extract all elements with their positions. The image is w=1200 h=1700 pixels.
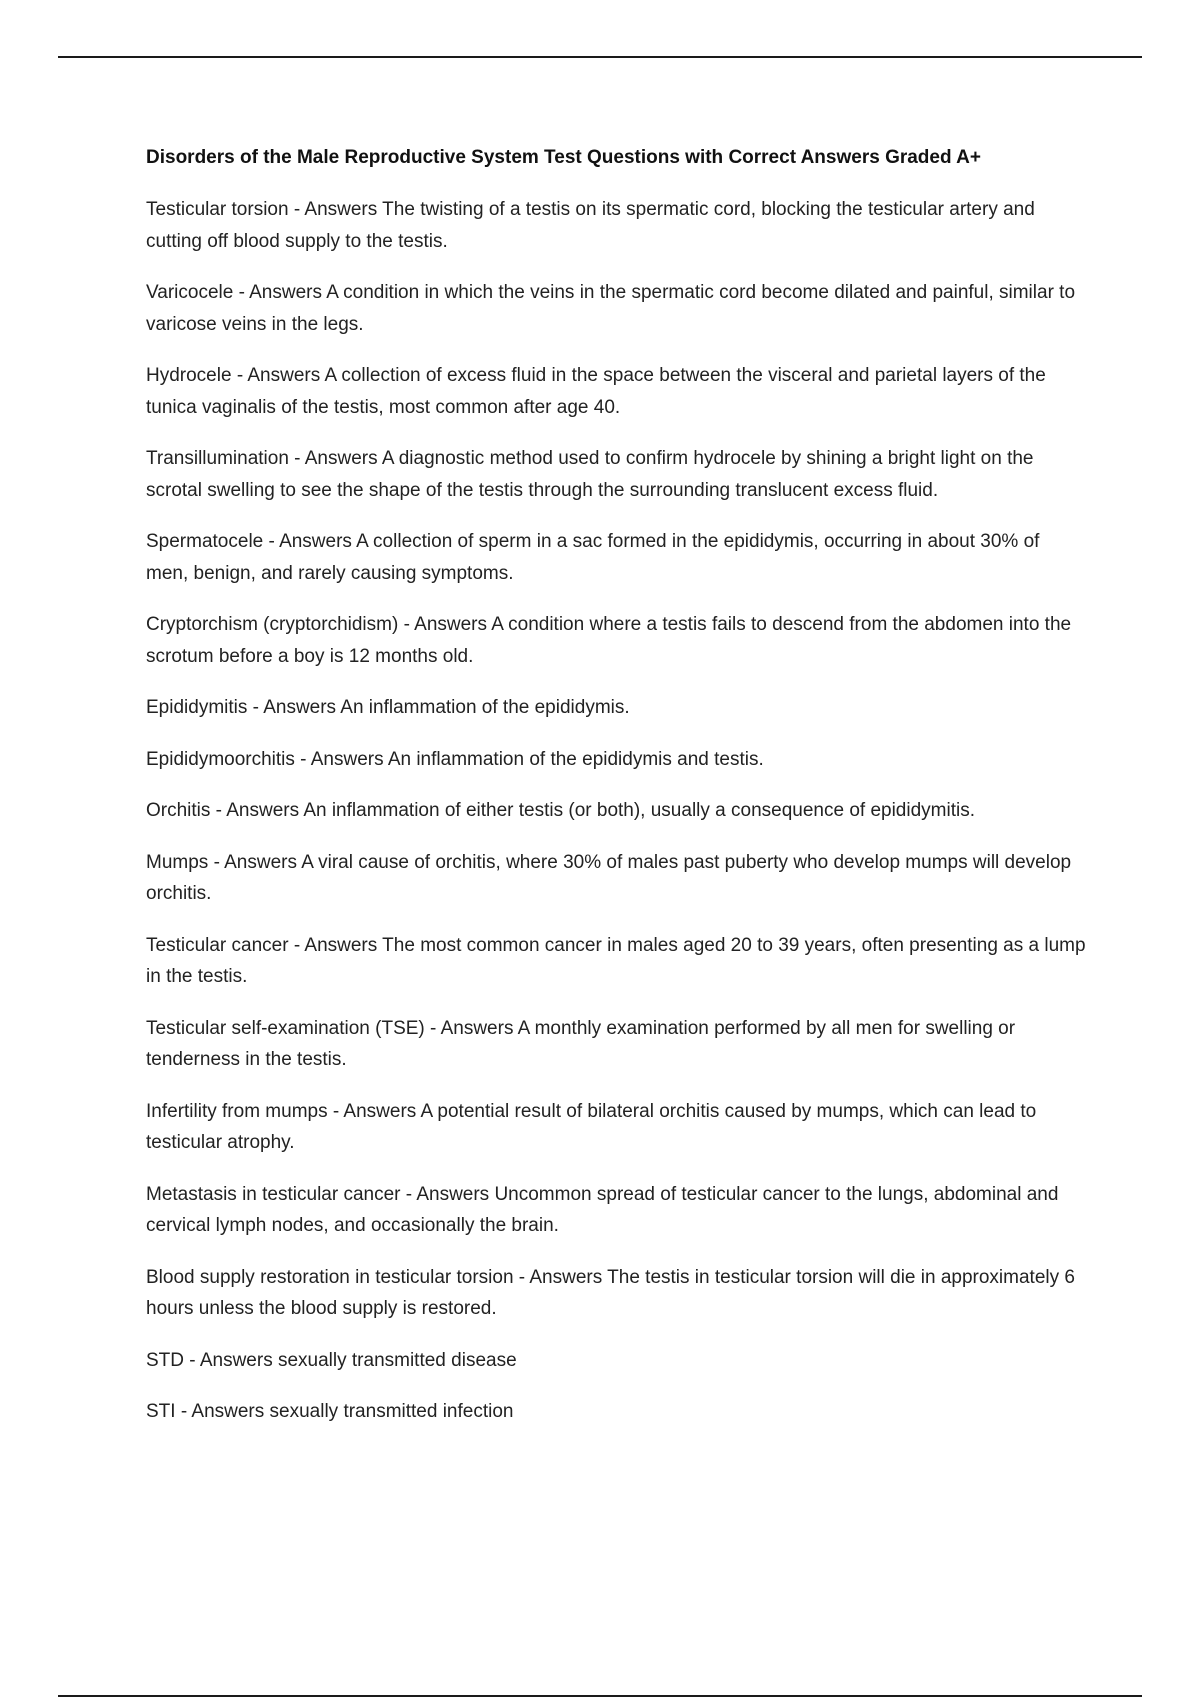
- qa-entry: Varicocele - Answers A condition in which the veins in the spermatic cord become dilated and painful, similar to varicose veins in the legs.: [146, 282, 1076, 335]
- qa-entry: Hydrocele - Answers A collection of excess fluid in the space between the visceral and parietal layers of the tunica vaginalis of the testis, most common after age 40.: [146, 365, 1046, 418]
- qa-entry: Testicular torsion - Answers The twisting of a testis on its spermatic cord, blocking the testicular artery and cutting off blood supply to the testis.: [146, 199, 1035, 252]
- document-title: Disorders of the Male Reproductive System Test Questions with Correct Answers Graded A+: [146, 147, 981, 168]
- qa-entry: Mumps - Answers A viral cause of orchitis, where 30% of males past puberty who develop mumps will develop orchitis.: [146, 851, 1072, 904]
- qa-entry: Infertility from mumps - Answers A potential result of bilateral orchitis caused by mumps, which can lead to testicular atrophy.: [146, 1100, 1037, 1153]
- footer-rule: [58, 1695, 1142, 1697]
- qa-entry: Cryptorchism (cryptorchidism) - Answers A condition where a testis fails to descend from the abdomen into the scrotum before a boy is 12 months old.: [146, 614, 1072, 667]
- header-rule: [58, 56, 1142, 58]
- qa-entry: Transillumination - Answers A diagnostic method used to confirm hydrocele by shining a bright light on the scrotal swelling to see the shape of the testis through the surrounding translucent excess fluid.: [146, 448, 1034, 501]
- qa-entry: Epididymitis - Answers An inflammation of the epididymis.: [146, 697, 630, 718]
- qa-entry: STI - Answers sexually transmitted infection: [146, 1401, 514, 1422]
- qa-entry: Blood supply restoration in testicular torsion - Answers The testis in testicular torsion will die in approximately 6 hours unless the blood supply is restored.: [146, 1266, 1075, 1319]
- qa-entry: Testicular self-examination (TSE) - Answers A monthly examination performed by all men for swelling or tenderness in the testis.: [146, 1017, 1016, 1070]
- qa-entry: Metastasis in testicular cancer - Answers Uncommon spread of testicular cancer to the lungs, abdominal and cervical lymph nodes, and occasionally the brain.: [146, 1183, 1059, 1236]
- qa-entry: Orchitis - Answers An inflammation of either testis (or both), usually a consequence of epididymitis.: [146, 800, 975, 821]
- qa-entry: Spermatocele - Answers A collection of sperm in a sac formed in the epididymis, occurring in about 30% of men, benign, and rarely causing symptoms.: [146, 531, 1040, 584]
- qa-entry: Epididymoorchitis - Answers An inflammation of the epididymis and testis.: [146, 748, 764, 770]
- qa-entry: STD - Answers sexually transmitted disease: [146, 1349, 517, 1371]
- qa-entry: Testicular cancer - Answers The most common cancer in males aged 20 to 39 years, often presenting as a lump in the testis.: [146, 934, 1086, 987]
- document-body: [146, 144, 1086, 1448]
